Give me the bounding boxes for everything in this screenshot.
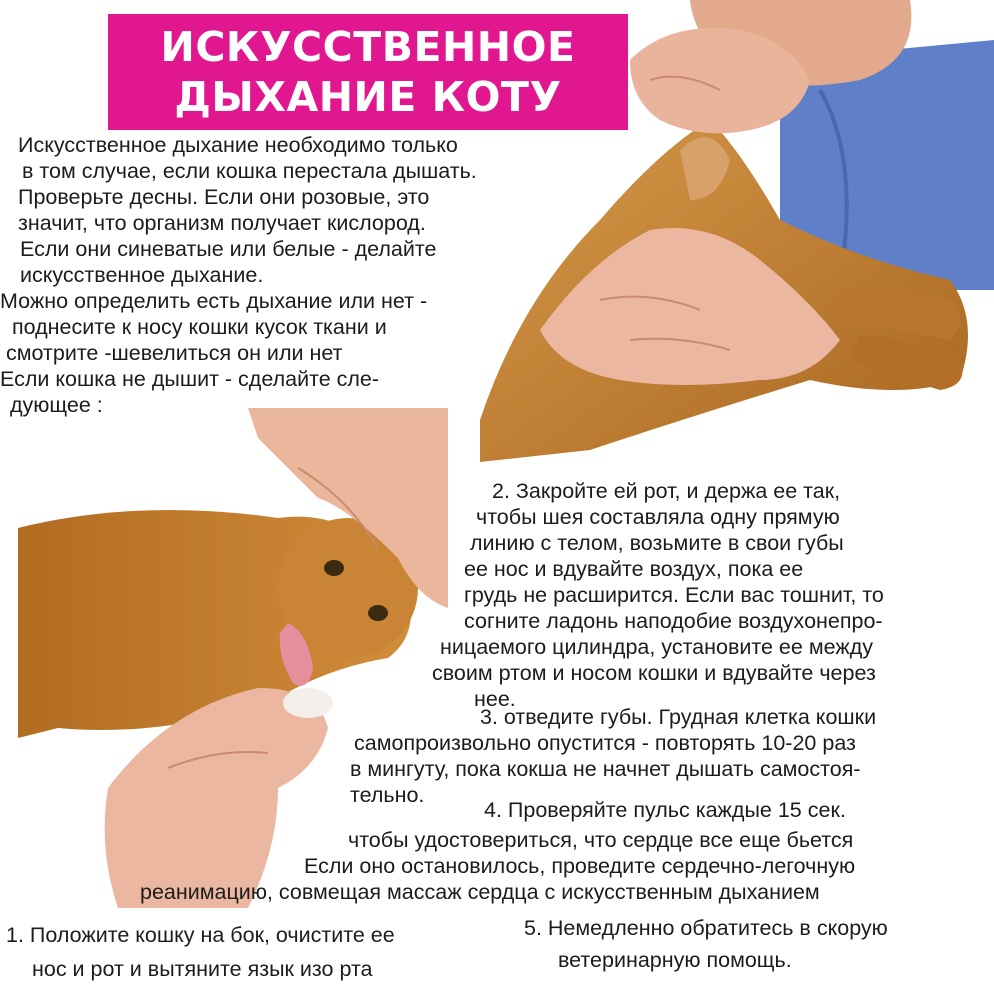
- step-line: своим ртом и носом кошки и вдувайте через: [432, 661, 876, 685]
- title-line-2: ДЫХАНИЕ КОТУ: [174, 73, 562, 121]
- intro-line: поднесите к носу кошки кусок ткани и: [12, 315, 387, 339]
- title-banner: [108, 14, 628, 130]
- step-line: ветеринарную помощь.: [558, 948, 792, 972]
- step-line: 3. отведите губы. Грудная клетка кошки: [480, 705, 877, 729]
- step-line: тельно.: [350, 783, 425, 807]
- step-line: линию с телом, возьмите в свои губы: [470, 531, 844, 555]
- step-line: нее.: [474, 687, 516, 711]
- intro-line: дующее :: [10, 393, 103, 417]
- intro-line: искусственное дыхание.: [20, 263, 264, 287]
- intro-line: Если они синеватые или белые - делайте: [20, 237, 437, 261]
- step-3-text: [350, 704, 876, 808]
- intro-line: смотрите -шевелиться он или нет: [6, 341, 343, 365]
- intro-line: Можно определить есть дыхание или нет -: [0, 289, 428, 313]
- step-4-text: [140, 797, 855, 905]
- step-line: нос и рот и вытяните язык изо рта: [32, 957, 373, 981]
- step-line: согните ладонь наподобие воздухонепро-: [464, 609, 883, 633]
- intro-line: значит, что организм получает кислород.: [18, 211, 426, 235]
- intro-line: Проверьте десны. Если они розовые, это: [18, 185, 430, 209]
- step-line: 1. Положите кошку на бок, очистите ее: [6, 923, 395, 947]
- step-line: чтобы шея составляла одну прямую: [476, 505, 840, 529]
- intro-text: [0, 132, 477, 418]
- step-5-text: [524, 912, 888, 976]
- step-line: реанимацию, совмещая массаж сердца с искусственным дыханием: [140, 880, 820, 904]
- step-1-text: [6, 918, 395, 986]
- intro-line: в том случае, если кошка перестала дышать.: [22, 159, 477, 183]
- title-line-1: ИСКУССТВЕННОЕ: [160, 23, 576, 71]
- step-line: чтобы удостовериться, что сердце все еще бьется: [348, 828, 854, 852]
- step-line: Если оно остановилось, проведите сердечно-легочную: [304, 854, 856, 878]
- step-line: в мингуту, пока кокша не начнет дышать самостоя-: [350, 757, 861, 781]
- step-line: ницаемого цилиндра, установите ее между: [440, 635, 873, 659]
- step-line: 4. Проверяйте пульс каждые 15 сек.: [484, 798, 846, 822]
- intro-line: Если кошка не дышит - сделайте сле-: [0, 367, 380, 391]
- step-line: грудь не расширится. Если вас тошнит, то: [464, 583, 884, 607]
- step-line: самопроизвольно опустится - повторять 10-20 раз: [354, 731, 856, 755]
- step-line: ее нос и вдувайте воздух, пока ее: [464, 557, 804, 581]
- intro-line: Искусственное дыхание необходимо только: [18, 133, 458, 157]
- step-line: 2. Закройте ей рот, и держа ее так,: [492, 479, 841, 503]
- step-line: 5. Немедленно обратитесь в скорую: [524, 916, 888, 940]
- step-2-text: [430, 478, 884, 712]
